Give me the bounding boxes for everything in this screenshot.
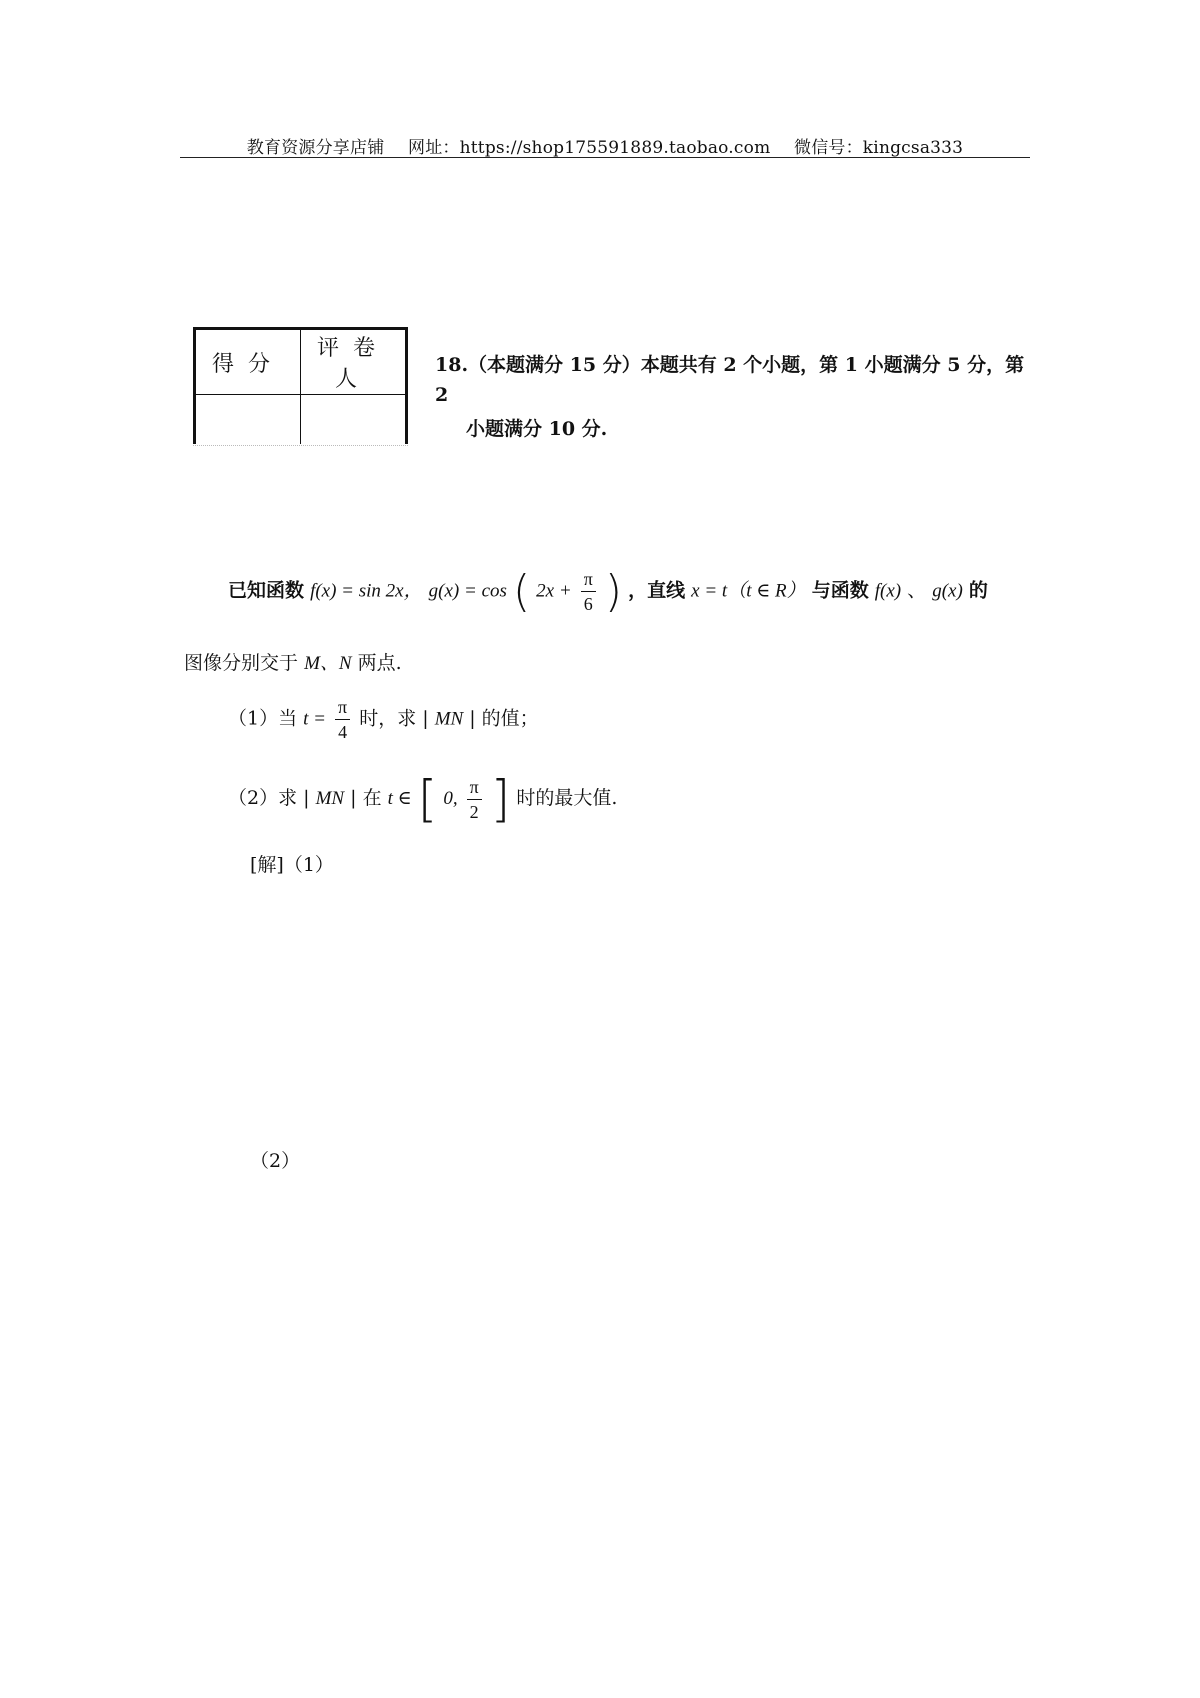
stem-f: 两点. <box>357 652 402 674</box>
dotted-divider <box>193 445 408 446</box>
gx-ref: g(x) <box>932 580 963 602</box>
left-bracket: [ <box>417 770 438 828</box>
p1-t: t = <box>303 708 326 730</box>
four-denominator: 4 <box>338 722 348 742</box>
grader-label: 评卷人 <box>301 329 407 395</box>
right-paren: ) <box>604 566 623 617</box>
stem-c: 与函数 <box>811 579 869 602</box>
left-paren: ( <box>512 566 531 617</box>
two-denominator: 2 <box>469 801 479 822</box>
mn-1: MN <box>434 708 464 730</box>
pi-numerator-2: π <box>335 695 350 720</box>
problem-stem-line1 <box>228 566 988 617</box>
problem-stem-line2 <box>184 648 402 675</box>
points-mn: M、N <box>304 653 352 674</box>
question-heading: 18.（本题满分 15 分）本题共有 2 个小题，第 1 小题满分 5 分，第 2 <box>435 354 1025 406</box>
g-argument: 2x + <box>536 580 572 602</box>
pi-over-two <box>467 775 482 824</box>
line-equation: x = t（t ∈ R） <box>691 580 806 602</box>
f-definition: f(x) = sin 2x， <box>310 580 423 602</box>
part-one <box>228 695 539 744</box>
grader-cell <box>301 395 407 445</box>
pi-over-six <box>581 567 596 616</box>
header-wechat: 微信号：kingcsa333 <box>794 138 964 158</box>
pi-numerator: π <box>581 567 596 592</box>
p2-label: （2）求 | <box>228 787 310 809</box>
p2-end: 时的最大值. <box>516 787 618 809</box>
six-denominator: 6 <box>583 594 593 614</box>
score-label: 得分 <box>195 329 301 395</box>
p2-mid: | 在 <box>350 787 382 809</box>
stem-d: 的 <box>968 579 988 602</box>
mn-2: MN <box>315 788 345 809</box>
header-url: 网址：https://shop175591889.taobao.com <box>408 138 771 158</box>
right-bracket: ] <box>490 770 511 828</box>
separator: 、 <box>907 579 927 602</box>
g-definition: g(x) = cos <box>428 580 507 602</box>
question-heading-cont: 小题满分 10 分. <box>466 418 608 440</box>
stem-a: 已知函数 <box>228 579 305 602</box>
solution-part-one: [解]（1） <box>250 854 334 876</box>
stem-b: ，直线 <box>628 579 686 602</box>
fx-ref: f(x) <box>874 580 902 602</box>
pi-numerator-3: π <box>467 775 482 800</box>
stem-e: 图像分别交于 <box>184 652 299 674</box>
p1-rest: 时，求 | <box>359 707 429 730</box>
page-header <box>180 133 1030 158</box>
header-shop: 教育资源分享店铺 <box>246 138 385 158</box>
interval-zero: 0, <box>443 788 458 809</box>
score-cell <box>195 395 301 445</box>
p1-label: （1）当 <box>228 707 298 730</box>
p2-t: t ∈ <box>387 788 412 809</box>
p1-end: | 的值； <box>469 707 539 730</box>
solution-part-two: （2） <box>250 1150 301 1172</box>
header-rule <box>180 157 1030 158</box>
part-two <box>228 770 617 828</box>
pi-over-four <box>335 695 350 744</box>
score-table <box>193 327 408 444</box>
